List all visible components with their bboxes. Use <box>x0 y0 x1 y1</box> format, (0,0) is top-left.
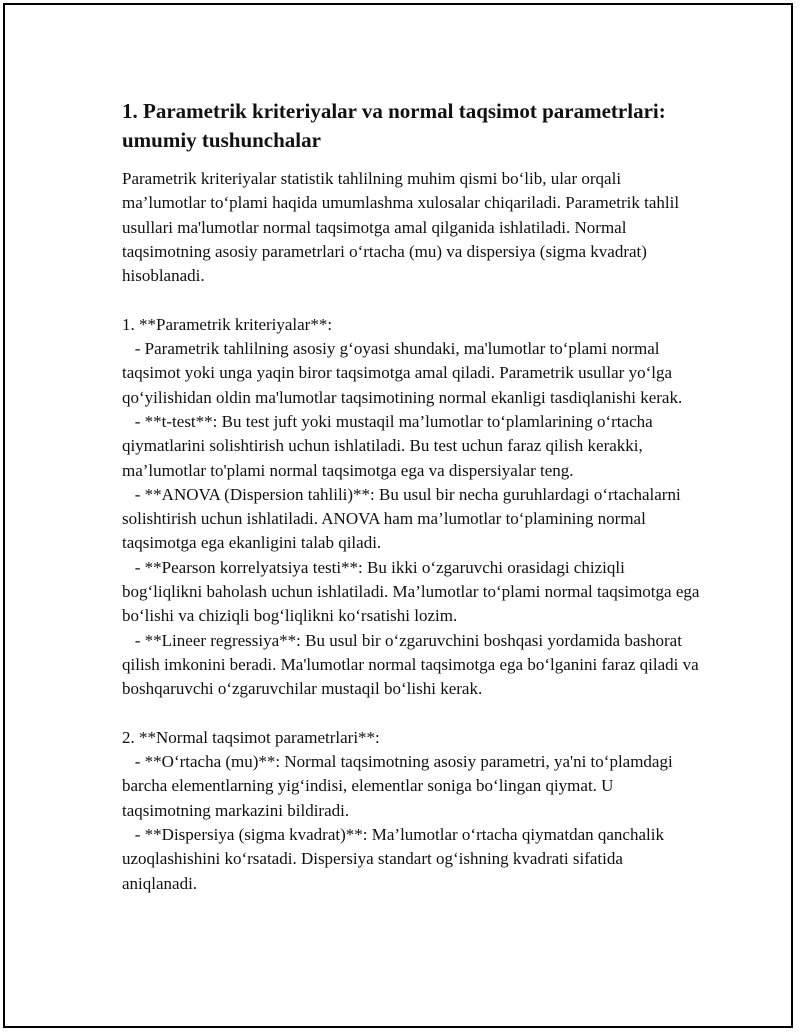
section-1-item-general: - Parametrik tahlilning asosiy g‘oyasi shundaki, ma'lumotlar to‘plami normal taqsimot yoki unga yaqin biror taqsimotga amal qiladi. Parametrik usullar yo‘lga qo‘yilishidan oldin ma'lumotlar taqsimotining normal ekanligi tasdiqlanishi kerak. <box>122 339 683 407</box>
section-1-item-pearson: - **Pearson korrelyatsiya testi**: Bu ikki o‘zgaruvchi orasidagi chiziqli bog‘liqlikni baholash uchun ishlatiladi. Ma’lumotlar to‘plami normal taqsimotga ega bo‘lishi va chiziqli bog‘liqlikni ko‘rsatishi lozim. <box>122 557 704 626</box>
section-1-item-regression: - **Lineer regressiya**: Bu usul bir o‘zgaruvchini boshqasi yordamida bashorat qilish imkonini beradi. Ma'lumotlar normal taqsimotga ega bo‘lganini faraz qiladi va boshqaruvchi o‘zgaruvchilar mustaqil bo‘lishi kerak. <box>122 630 703 699</box>
page-frame <box>3 3 793 1028</box>
spacer <box>122 702 702 726</box>
spacer <box>122 288 702 312</box>
intro-paragraph: Parametrik kriteriyalar statistik tahlilning muhim qismi bo‘lib, ular orqali ma’lumotlar to‘plami haqida umumlashma xulosalar chiqariladi. Parametrik tahlil usullari ma'lumotlar normal taqsimotga amal qilganida ishlatiladi. Normal taqsimotning asosiy parametrlari o‘rtacha (mu) va dispersiya (sigma kvadrat) hisoblanadi. <box>122 169 680 286</box>
section-1-item-t-test: - **t-test**: Bu test juft yoki mustaqil ma’lumotlar to‘plamlarining o‘rtacha qiymatlarini solishtirish uchun ishlatiladi. Bu test uchun faraz qilish kerakki, ma’lumotlar to'plami normal taqsimotga ega va dispersiyalar teng. <box>122 411 657 480</box>
section-1-item-anova: - **ANOVA (Dispersion tahlili)**: Bu usul bir necha guruhlardagi o‘rtachalarni solishtirish uchun ishlatiladi. ANOVA ham ma’lumotlar to‘plamining normal taqsimotga ega ekanligini talab qiladi. <box>122 484 685 553</box>
section-2-item-variance: - **Dispersiya (sigma kvadrat)**: Ma’lumotlar o‘rtacha qiymatdan qanchalik uzoqlashishini ko‘rsatadi. Dispersiya standart og‘ishning kvadrati sifatida aniqlanadi. <box>122 825 669 893</box>
section-2-item-mean: - **O‘rtacha (mu)**: Normal taqsimotning asosiy parametri, ya'ni to‘plamdagi barcha elementlarning yig‘indisi, elementlar soniga bo‘lingan qiymat. U taqsimotning markazini bildiradi. <box>122 752 677 820</box>
document-body <box>122 97 702 896</box>
document-title: 1. Parametrik kriteriyalar va normal taqsimot parametrlari: umumiy tushunchalar <box>122 99 666 152</box>
section-1-heading: 1. **Parametrik kriteriyalar**: <box>122 314 333 334</box>
section-2-heading: 2. **Normal taqsimot parametrlari**: <box>122 727 380 747</box>
